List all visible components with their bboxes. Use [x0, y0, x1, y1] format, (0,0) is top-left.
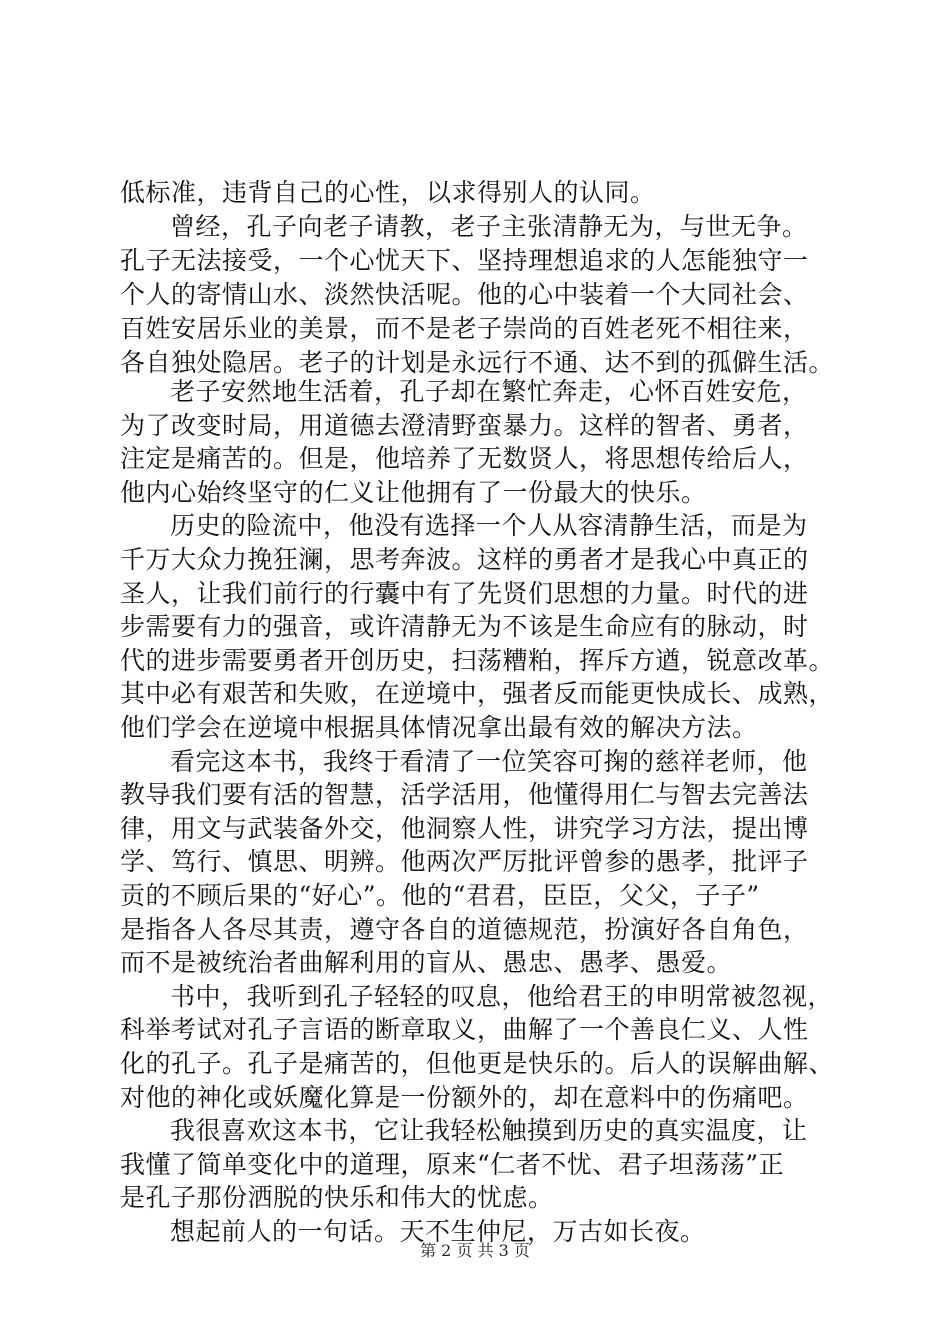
text-line: 而不是被统治者曲解利用的盲从、愚忠、愚孝、愚爱。 [120, 948, 733, 977]
text-line: 律，用文与武装备外交，他洞察人性，讲究学习方法，提出博 [120, 814, 809, 843]
text-line: 注定是痛苦的。但是，他培养了无数贤人，将思想传给后人， [120, 444, 809, 473]
text-line: 想起前人的一句话。天不生仲尼，万古如长夜。 [170, 1217, 706, 1246]
text-line: 化的孔子。孔子是痛苦的，但他更是快乐的。后人的误解曲解、 [120, 1049, 835, 1078]
text-line: 贡的不顾后果的“好心”。他的“君君，臣臣，父父，子子” [120, 881, 760, 910]
text-line: 教导我们要有活的智慧，活学活用，他懂得用仁与智去完善法 [120, 780, 809, 809]
text-line: 学、笃行、慎思、明辨。他两次严厉批评曾参的愚孝，批评子 [120, 847, 809, 876]
text-line: 各自独处隐居。老子的计划是永远行不通、达不到的孤僻生活。 [120, 348, 835, 377]
text-line: 科举考试对孔子言语的断章取义，曲解了一个善良仁义、人性 [120, 1015, 809, 1044]
text-line: 曾经，孔子向老子请教，老子主张清静无为，与世无争。 [170, 212, 808, 241]
text-line: 其中必有艰苦和失败，在逆境中，强者反而能更快成长、成熟， [120, 679, 835, 708]
text-line: 圣人，让我们前行的行囊中有了先贤们思想的力量。时代的进 [120, 579, 809, 608]
text-line: 他内心始终坚守的仁义让他拥有了一份最大的快乐。 [120, 478, 707, 507]
text-line: 老子安然地生活着，孔子却在繁忙奔走，心怀百姓安危， [170, 377, 808, 406]
text-line: 我懂了简单变化中的道理，原来“仁者不忧、君子坦荡荡”正 [120, 1150, 785, 1179]
text-line: 对他的神化或妖魔化算是一份额外的，却在意料中的伤痛吧。 [120, 1083, 809, 1112]
text-line: 低标准，违背自己的心性，以求得别人的认同。 [120, 178, 656, 207]
text-line: 为了改变时局，用道德去澄清野蛮暴力。这样的智者、勇者， [120, 411, 809, 440]
text-line: 步需要有力的强音，或许清静无为不该是生命应有的脉动，时 [120, 612, 809, 641]
text-line: 历史的险流中，他没有选择一个人从容清静生活，而是为 [170, 511, 808, 540]
text-line: 千万大众力挽狂澜，思考奔波。这样的勇者才是我心中真正的 [120, 545, 809, 574]
text-line: 个人的寄情山水、淡然快活呢。他的心中装着一个大同社会、 [120, 280, 809, 309]
text-line: 看完这本书，我终于看清了一位笑容可掬的慈祥老师，他 [170, 747, 808, 776]
page-footer [0, 1241, 950, 1261]
text-line: 百姓安居乐业的美景，而不是老子崇尚的百姓老死不相往来， [120, 314, 809, 343]
text-line: 代的进步需要勇者开创历史，扫荡糟粕，挥斥方遒，锐意改革。 [120, 646, 835, 675]
text-line: 是孔子那份洒脱的快乐和伟大的忧虑。 [120, 1183, 554, 1212]
text-line: 我很喜欢这本书，它让我轻松触摸到历史的真实温度，让 [170, 1116, 808, 1145]
text-line: 是指各人各尽其责，遵守各自的道德规范，扮演好各自角色， [120, 915, 809, 944]
page-number-label: 第 2 页 共 3 页 [420, 1241, 530, 1260]
text-line: 他们学会在逆境中根据具体情况拿出最有效的解决方法。 [120, 713, 758, 742]
text-line: 书中，我听到孔子轻轻的叹息，他给君王的申明常被忽视， [170, 982, 834, 1011]
text-line: 孔子无法接受，一个心忧天下、坚持理想追求的人怎能独守一 [120, 246, 809, 275]
